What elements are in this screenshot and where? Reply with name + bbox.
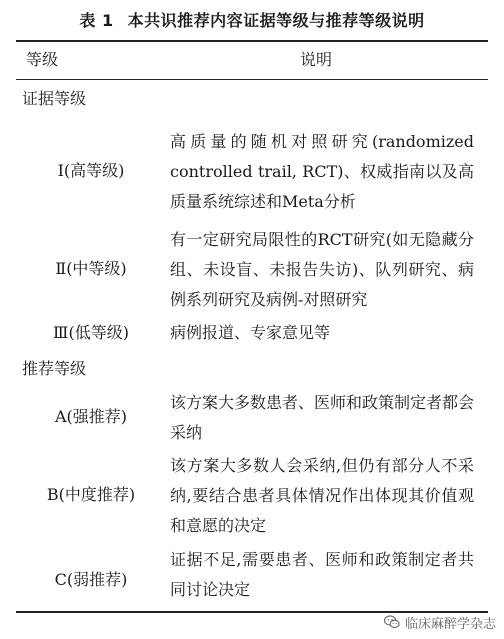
- recommendation-level-c: C(弱推荐): [54, 570, 128, 589]
- section-title-recommendation: 推荐等级: [22, 359, 87, 378]
- table-number: 表 1: [79, 11, 114, 30]
- watermark-text: 临床麻醉学杂志: [404, 616, 496, 632]
- section-title-evidence: 证据等级: [22, 89, 87, 108]
- evidence-level-3: Ⅲ(低等级): [53, 323, 129, 342]
- evidence-level-1: Ⅰ(高等级): [57, 161, 125, 180]
- recommendation-level-b: B(中度推荐): [46, 485, 136, 504]
- table-top-rule: [16, 40, 488, 42]
- evidence-level-2: Ⅱ(中等级): [55, 259, 127, 278]
- watermark: [383, 611, 496, 633]
- evidence-desc-1: 高质量的随机对照研究(randomized controlled trail, RCT)、权威指南以及高质量系统综述和Meta分析: [170, 132, 474, 211]
- table-caption: [0, 10, 504, 32]
- evidence-desc-3: 病例报道、专家意见等: [170, 323, 331, 342]
- header-description: 说明: [300, 50, 333, 69]
- evidence-desc-2: 有一定研究局限性的RCT研究(如无隐藏分组、未设盲、未报告失访)、队列研究、病例系列研究及病例-对照研究: [170, 230, 474, 309]
- header-level: 等级: [26, 50, 59, 69]
- table-header-rule: [16, 79, 488, 80]
- table-title: 本共识推荐内容证据等级与推荐等级说明: [127, 11, 425, 30]
- recommendation-desc-a: 该方案大多数患者、医师和政策制定者都会采纳: [170, 393, 475, 442]
- recommendation-level-a: A(强推荐): [54, 407, 128, 426]
- recommendation-desc-b: 该方案大多数人会采纳,但仍有部分人不采纳,要结合患者具体情况作出体现其价值观和意愿的决定: [170, 456, 474, 535]
- wechat-icon: [383, 613, 401, 631]
- recommendation-desc-c: 证据不足,需要患者、医师和政策制定者共同讨论决定: [170, 550, 474, 599]
